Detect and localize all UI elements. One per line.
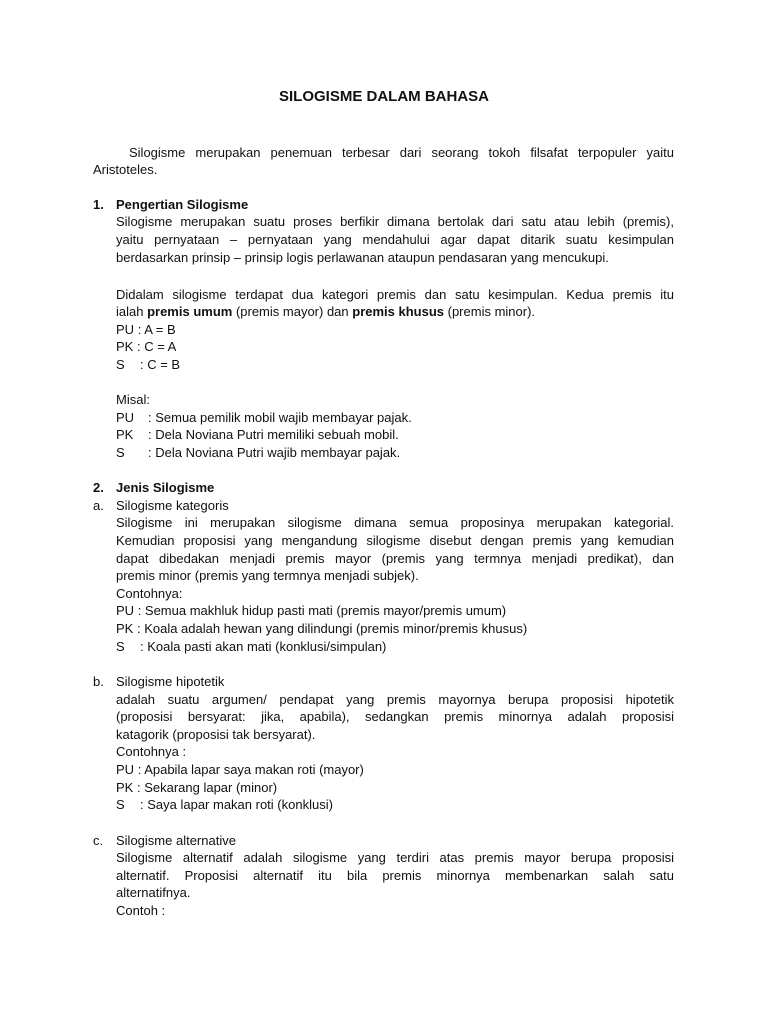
formula-line: PK : C = A	[116, 339, 177, 354]
section-1-heading: Pengertian Silogisme	[116, 197, 249, 212]
subsection-b-desc-line: adalah suatu argumen/ pendapat yang premis mayornya berupa proposisi hipotetik	[116, 692, 674, 707]
misal-line: S : Dela Noviana Putri wajib membayar pajak.	[116, 445, 401, 460]
document-title: SILOGISME DALAM BAHASA	[279, 88, 489, 105]
intro-line-2: Aristoteles.	[93, 162, 158, 177]
subsection-b-letter: b.	[93, 674, 104, 689]
misal-line: PK : Dela Noviana Putri memiliki sebuah mobil.	[116, 427, 399, 442]
formula-line: PU : A = B	[116, 322, 176, 337]
section-1-para1-line-3: berdasarkan prinsip – prinsip logis perlawanan ataupun pendasaran yang mencukupi.	[116, 250, 609, 265]
subsection-b-name: Silogisme hipotetik	[116, 674, 225, 689]
example-line: PK : Koala adalah hewan yang dilindungi (premis minor/premis khusus)	[116, 621, 528, 636]
example-line: PK : Sekarang lapar (minor)	[116, 780, 278, 795]
example-line: PU : Semua makhluk hidup pasti mati (premis mayor/premis umum)	[116, 603, 507, 618]
subsection-c-desc-line: alternatif. Proposisi alternatif itu bila premis minornya membenarkan salah satu	[116, 868, 674, 883]
example-line: S : Saya lapar makan roti (konklusi)	[116, 797, 333, 812]
subsection-c-name: Silogisme alternative	[116, 833, 236, 848]
term-premis-umum: premis umum	[147, 304, 233, 319]
section-2-number: 2.	[93, 480, 104, 495]
term-premis-khusus: premis khusus	[352, 304, 445, 319]
subsection-a-desc-line: Silogisme ini merupakan silogisme dimana semua proposinya merupakan kategorial.	[116, 515, 674, 530]
example-line: S : Koala pasti akan mati (konklusi/simpulan)	[116, 639, 387, 654]
subsection-b-desc-line: (proposisi bersyarat: jika, apabila), sedangkan premis minornya adalah proposisi	[116, 709, 674, 724]
subsection-a-name: Silogisme kategoris	[116, 498, 229, 513]
section-1-number: 1.	[93, 197, 104, 212]
subsection-a-desc-line: premis minor (premis yang termnya menjadi subjek).	[116, 568, 419, 583]
subsection-c-desc-line: alternatifnya.	[116, 885, 191, 900]
subsection-c-letter: c.	[93, 833, 104, 848]
subsection-c-example-label: Contoh :	[116, 903, 166, 918]
section-2-heading: Jenis Silogisme	[116, 480, 215, 495]
section-1-para2-line-2: ialah premis umum (premis mayor) dan premis khusus (premis minor).	[116, 304, 536, 319]
subsection-c-desc-line: Silogisme alternatif adalah silogisme yang terdiri atas premis mayor berupa proposisi	[116, 850, 674, 865]
subsection-a-desc-line: dapat dibedakan menjadi premis mayor (premis yang termnya menjadi predikat), dan	[116, 551, 674, 566]
misal-label: Misal:	[116, 392, 150, 407]
section-1-para1-line-1: Silogisme merupakan suatu proses berfikir dimana bertolak dari satu atau lebih (premis),	[116, 214, 674, 229]
subsection-b-example-label: Contohnya :	[116, 744, 187, 759]
section-1-para1-line-2: yaitu pernyataan – pernyataan yang mendahului agar dapat ditarik suatu kesimpulan	[116, 232, 674, 247]
subsection-a-desc-line: Kemudian proposisi yang mengandung silogisme disebut dengan premis yang kemudian	[116, 533, 674, 548]
section-1-para2-line-1: Didalam silogisme terdapat dua kategori premis dan satu kesimpulan. Kedua premis itu	[116, 287, 674, 302]
formula-line: S : C = B	[116, 357, 181, 372]
subsection-a-example-label: Contohnya:	[116, 586, 183, 601]
example-line: PU : Apabila lapar saya makan roti (mayor)	[116, 762, 364, 777]
subsection-b-desc-line: katagorik (proposisi tak bersyarat).	[116, 727, 316, 742]
misal-line: PU : Semua pemilik mobil wajib membayar pajak.	[116, 410, 412, 425]
subsection-a-letter: a.	[93, 498, 104, 513]
intro-line-1: Silogisme merupakan penemuan terbesar dari seorang tokoh filsafat terpopuler yaitu	[129, 145, 674, 160]
